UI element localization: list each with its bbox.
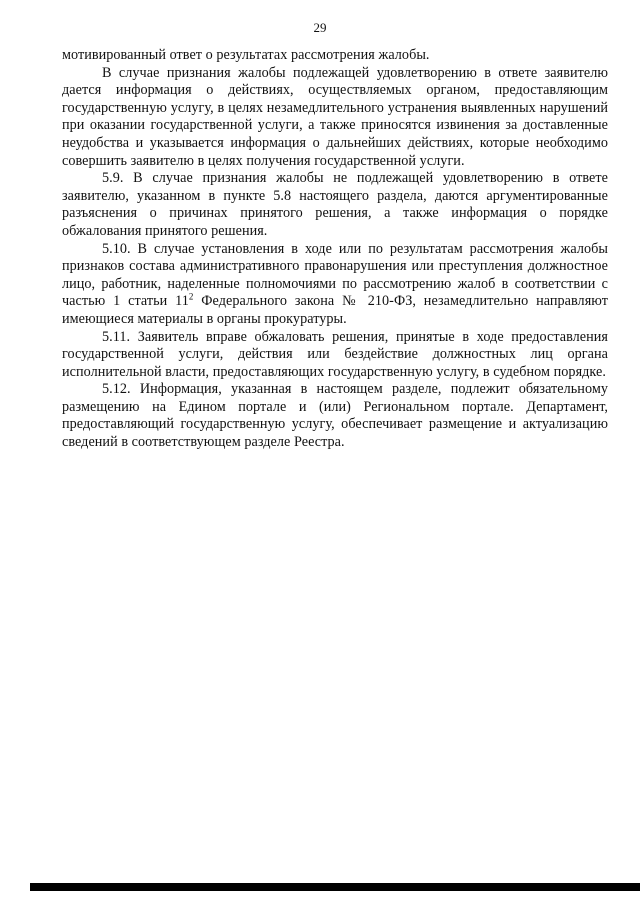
scan-bottom-bar [30,883,640,891]
paragraph-complaint-satisfied: В случае признания жалобы подлежащей удовлетворению в ответе заявителю дается информация о действиях, осуществляемых органом, предоставляющим государственную услугу, в целях незамедлительного устранения выявленных нарушений при оказании государственной услуги, а также приносятся извинения за доставленные неудобства и указывается информация о дальнейших действиях, которые необходимо совершить заявителю в целях получения государственной услуги. [62,64,608,169]
paragraph-5-9: 5.9. В случае признания жалобы не подлежащей удовлетворению в ответе заявителю, указанном в пункте 5.8 настоящего раздела, даются аргументированные разъяснения о причинах принятого решения, а также информация о порядке обжалования принятого решения. [62,170,608,239]
paragraph-5-11: 5.11. Заявитель вправе обжаловать решения, принятые в ходе предоставления государственной услуги, действия или бездействие должностных лиц органа исполнительной власти, предоставляющих государственную услугу, в судебном порядке. [62,328,608,380]
article-superscript: 2 [188,291,194,302]
paragraph-5-10-text-a: 5.10. В случае установления в ходе или по результатам рассмотрения жалобы признаков состава административного правонарушения или преступления должностное лицо, работник, наделенные полномочиями по рассмотрению жалоб в соответствии с частью 1 статьи 11 [62,240,608,310]
document-body [62,47,608,452]
paragraph-5-12: 5.12. Информация, указанная в настоящем разделе, подлежит обязательному размещению на Едином портале и (или) Региональном портале. Департамент, предоставляющий государственную услугу, обеспечивает размещение и актуализацию сведений в соответствующем разделе Реестра. [62,381,608,451]
paragraph-5-10 [62,241,608,329]
page-number: 29 [313,20,327,35]
paragraph-5-10-text-b: Федерального закона № 210-ФЗ, незамедлительно направляют имеющиеся материалы в органы прокуратуры. [62,293,608,327]
paragraph-continuation: мотивированный ответ о результатах рассмотрения жалобы. [62,47,430,63]
